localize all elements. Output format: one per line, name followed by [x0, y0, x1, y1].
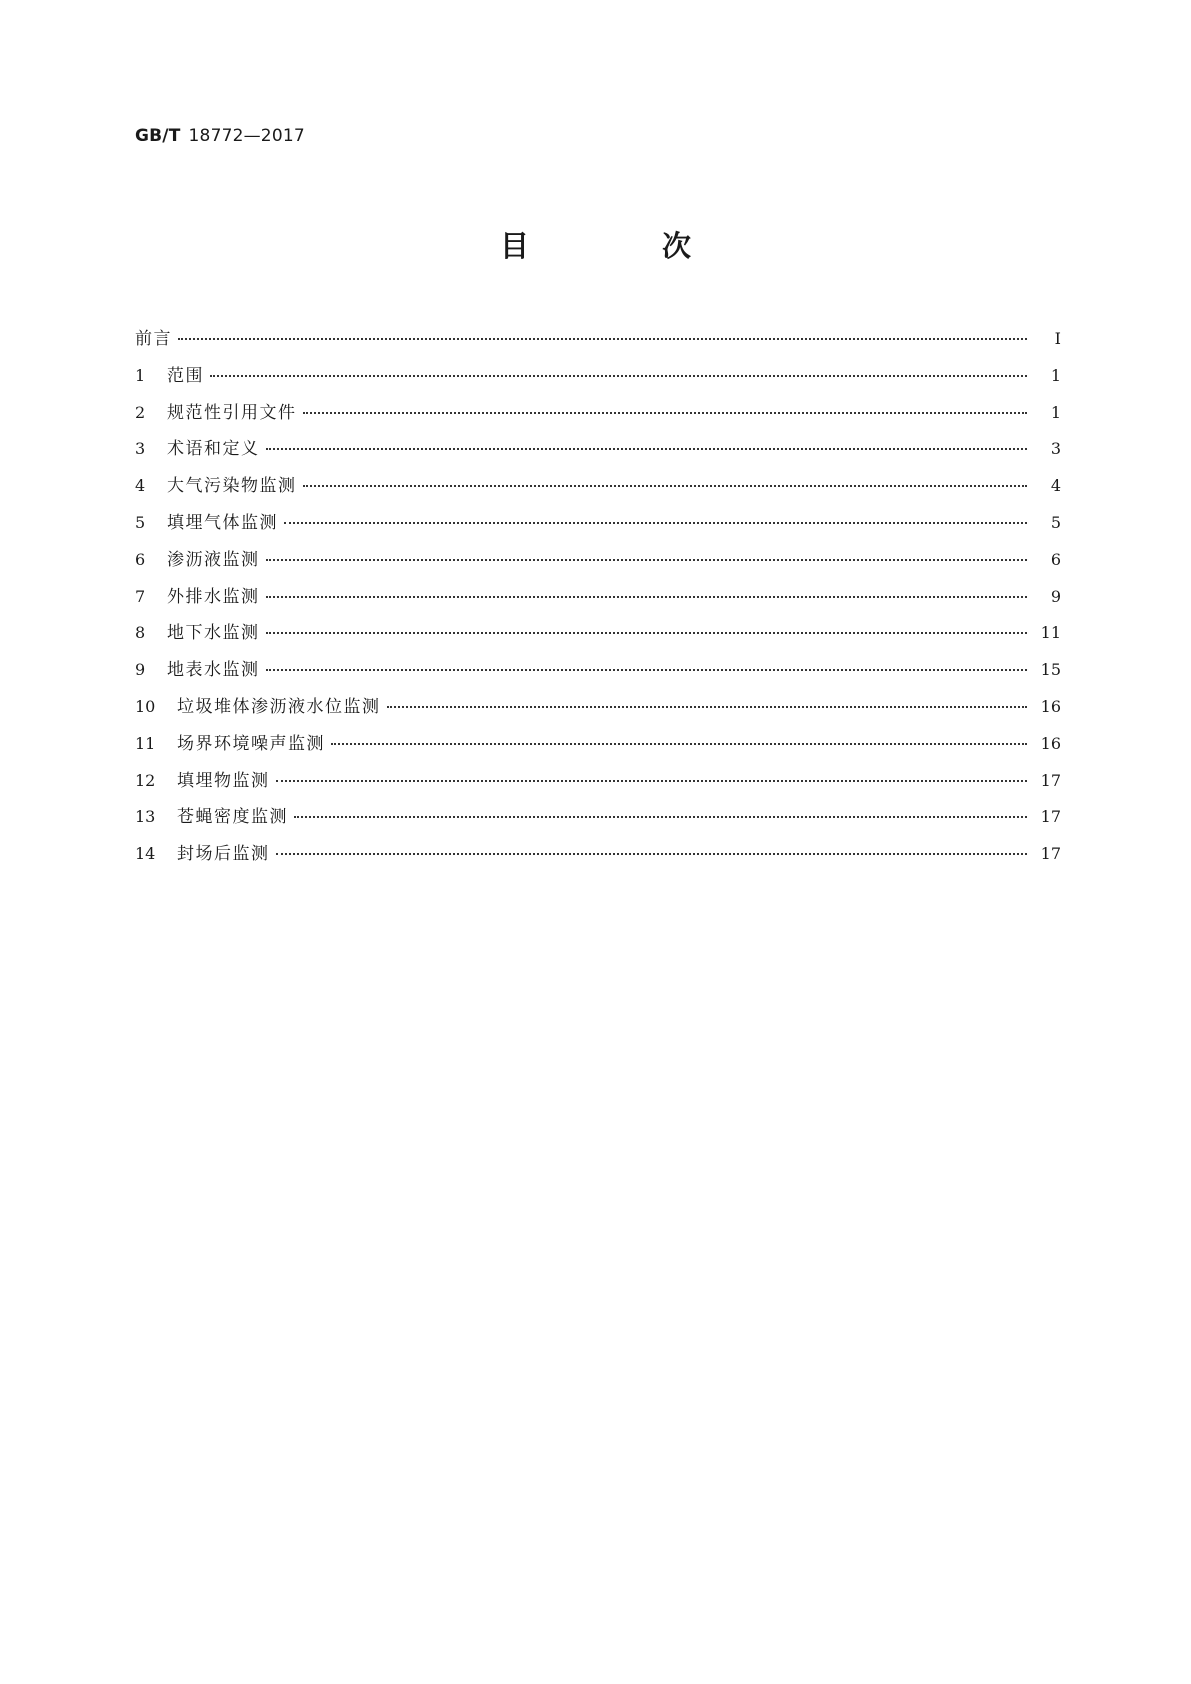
toc-entry-9[interactable]	[135, 655, 1061, 692]
toc-entry-page: 17	[1040, 770, 1061, 790]
toc-entry-number: 7	[135, 586, 146, 606]
toc-entry-title: 苍蝇密度监测	[177, 807, 288, 828]
toc-entry-1[interactable]	[135, 361, 1061, 398]
dot-leader	[266, 632, 1027, 634]
toc-entry-page: 16	[1040, 733, 1061, 753]
toc-entry-page: 15	[1040, 660, 1061, 680]
toc-entry-number: 1	[135, 365, 146, 385]
toc-entry-title: 填埋气体监测	[167, 512, 278, 533]
toc-entry-2[interactable]	[135, 398, 1061, 435]
dot-leader	[266, 669, 1027, 671]
toc-entry-foreword[interactable]	[135, 324, 1061, 361]
toc-entry-number: 14	[135, 844, 156, 864]
toc-entry-title: 大气污染物监测	[167, 476, 297, 497]
standard-prefix: GB/T	[135, 126, 181, 146]
page-title: 目 次	[499, 229, 743, 263]
toc-entry-12[interactable]	[135, 766, 1061, 803]
dot-leader	[294, 816, 1027, 818]
toc-entry-title: 填埋物监测	[177, 770, 270, 791]
dot-leader	[266, 448, 1028, 450]
toc-entry-10[interactable]	[135, 692, 1061, 729]
toc-entry-page: 11	[1040, 623, 1061, 643]
toc-entry-13[interactable]	[135, 802, 1061, 839]
toc-entry-14[interactable]	[135, 839, 1061, 876]
toc-entry-title: 范围	[167, 365, 204, 386]
toc-entry-page: 5	[1050, 512, 1061, 532]
toc-entry-title: 规范性引用文件	[167, 402, 297, 423]
toc-entry-page: 17	[1040, 807, 1061, 827]
dot-leader	[266, 559, 1028, 561]
toc-entry-page: 1	[1050, 402, 1061, 422]
toc-entry-title: 垃圾堆体渗沥液水位监测	[177, 696, 381, 717]
dot-leader	[387, 706, 1027, 708]
dot-leader	[303, 485, 1028, 487]
standard-code	[135, 126, 305, 146]
toc-entry-number: 11	[135, 733, 156, 753]
dot-leader	[266, 596, 1028, 598]
dot-leader	[276, 780, 1027, 782]
dot-leader	[284, 522, 1027, 524]
toc-entry-number: 12	[135, 770, 156, 790]
toc-entry-5[interactable]	[135, 508, 1061, 545]
toc-entry-number: 4	[135, 476, 146, 496]
dot-leader	[303, 412, 1028, 414]
toc-entry-11[interactable]	[135, 729, 1061, 766]
toc-entry-page: 17	[1040, 844, 1061, 864]
toc-entry-number: 5	[135, 512, 146, 532]
standard-number: 18772—2017	[188, 126, 305, 146]
toc-entry-title: 场界环境噪声监测	[177, 733, 325, 754]
toc-entry-page: 3	[1050, 439, 1061, 459]
toc-entry-page: 6	[1050, 549, 1061, 569]
toc-entry-number: 8	[135, 623, 146, 643]
toc-entry-page: 16	[1040, 696, 1061, 716]
toc-entry-number: 13	[135, 807, 156, 827]
table-of-contents	[135, 324, 1061, 876]
dot-leader	[276, 853, 1027, 855]
toc-entry-number: 3	[135, 439, 146, 459]
toc-entry-number: 6	[135, 549, 146, 569]
toc-entry-4[interactable]	[135, 471, 1061, 508]
toc-entry-title: 外排水监测	[167, 586, 260, 607]
toc-entry-title: 地下水监测	[167, 623, 260, 644]
toc-entry-title: 术语和定义	[167, 439, 260, 460]
toc-entry-title: 地表水监测	[167, 660, 260, 681]
toc-entry-title: 前言	[135, 329, 172, 349]
toc-entry-7[interactable]	[135, 582, 1061, 619]
toc-entry-page: 4	[1050, 476, 1061, 496]
toc-entry-number: 9	[135, 660, 146, 680]
toc-entry-8[interactable]	[135, 618, 1061, 655]
toc-entry-title: 封场后监测	[177, 844, 270, 865]
toc-entry-number: 2	[135, 402, 146, 422]
dot-leader	[210, 375, 1027, 377]
toc-entry-number: 10	[135, 696, 156, 716]
toc-entry-page: 9	[1050, 586, 1061, 606]
toc-entry-3[interactable]	[135, 434, 1061, 471]
dot-leader	[178, 338, 1027, 340]
dot-leader	[331, 743, 1027, 745]
toc-entry-page: 1	[1050, 365, 1061, 385]
toc-entry-title: 渗沥液监测	[167, 549, 260, 570]
toc-entry-page: Ⅰ	[1054, 329, 1061, 348]
toc-entry-6[interactable]	[135, 545, 1061, 582]
